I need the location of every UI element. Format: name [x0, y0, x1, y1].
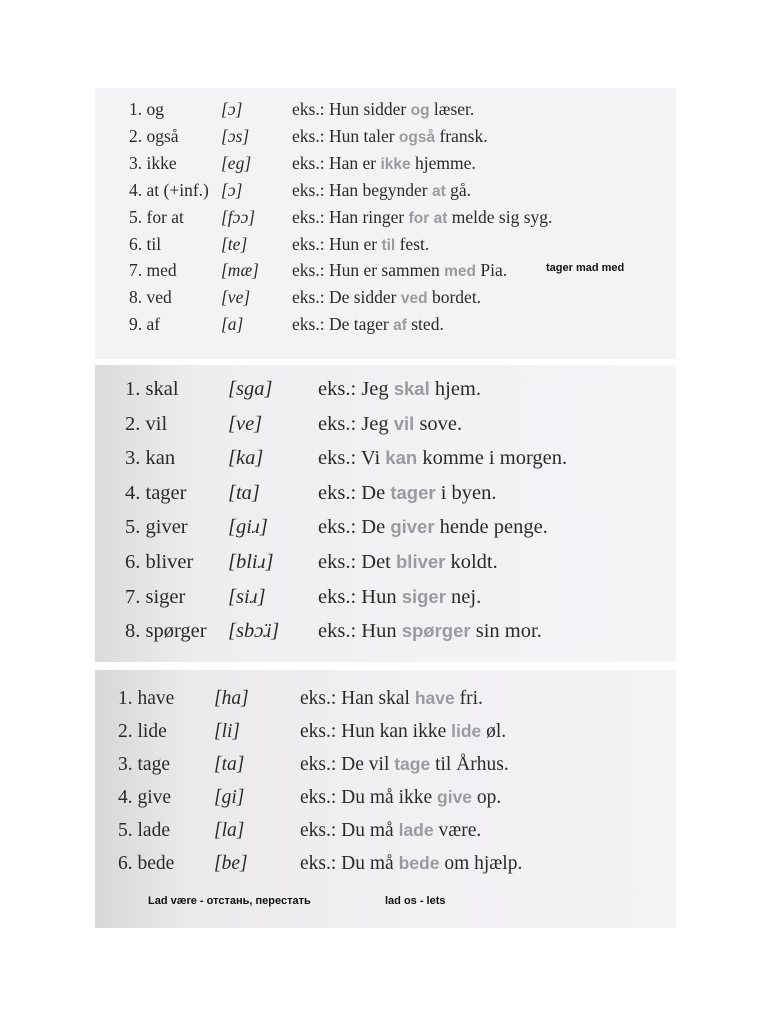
highlighted-word: bede [398, 853, 440, 873]
example-sentence [318, 551, 498, 574]
word-table-2 [95, 365, 676, 662]
highlighted-word: for at [408, 209, 448, 227]
pronunciation: [ha] [214, 688, 249, 709]
handnote-lad-vaere: Lad være - отстань, перестать [148, 895, 311, 907]
word-number: 3. ikke [129, 152, 177, 173]
table-row [95, 482, 676, 512]
table-row [95, 516, 676, 546]
pronunciation: [ɔ] [221, 99, 243, 119]
highlighted-word: med [444, 263, 476, 281]
example-text: eks.: Det [318, 551, 396, 573]
word-number: 5. for at [129, 206, 184, 227]
pronunciation: [fɔɔ] [221, 206, 256, 227]
word-number: 4. at (+inf.) [129, 179, 209, 200]
word-number: 6. bliver [125, 551, 194, 573]
word-number: 7. siger [125, 585, 186, 608]
table-row [95, 207, 676, 231]
example-text: eks.: Du må [300, 820, 399, 841]
example-text: eks.: Hun [318, 585, 402, 608]
table-row [95, 126, 676, 150]
highlighted-word: at [431, 182, 446, 200]
example-text: fest. [395, 233, 430, 254]
highlighted-word: have [414, 688, 455, 708]
word-number: 1. skal [125, 378, 179, 400]
word-number: 3. tage [118, 754, 170, 775]
table-row [95, 853, 676, 881]
example-text: eks.: Hun er sammen [292, 260, 445, 281]
example-sentence [292, 287, 481, 308]
pronunciation: [ɔs] [221, 125, 250, 146]
word-number: 4. give [118, 787, 172, 808]
table-row [95, 754, 676, 782]
table-row [95, 378, 676, 408]
highlighted-word: tage [394, 754, 431, 774]
highlighted-word: lide [451, 721, 482, 741]
pronunciation: [ka] [228, 447, 264, 470]
example-text: eks.: De vil [300, 754, 395, 775]
example-sentence [318, 482, 496, 505]
example-text: i byen. [435, 481, 497, 504]
example-sentence [292, 314, 444, 335]
highlighted-word: spørger [401, 620, 471, 642]
example-text: bordet. [427, 287, 482, 308]
word-number: 4. tager [125, 481, 187, 504]
word-number: 3. kan [125, 447, 176, 470]
table-row [95, 234, 676, 258]
example-text: hende penge. [434, 516, 548, 539]
word-number: 7. med [129, 260, 177, 281]
word-number: 2. lide [118, 721, 167, 742]
example-text: nej. [445, 585, 482, 608]
highlighted-word: ved [400, 290, 428, 308]
word-number: 1. have [118, 688, 175, 709]
pronunciation: [gi] [214, 787, 245, 808]
pronunciation: [la] [214, 820, 245, 841]
example-text: sove. [414, 412, 463, 435]
highlighted-word: lade [398, 820, 434, 840]
example-text: eks.: De sidder [292, 287, 401, 308]
highlighted-word: til [381, 236, 396, 254]
example-sentence [300, 688, 483, 710]
pronunciation: [sga] [228, 378, 273, 400]
example-text: eks.: Han er [292, 152, 381, 173]
example-text: op. [472, 787, 502, 808]
word-number: 1. og [129, 99, 164, 119]
example-text: være. [433, 820, 482, 841]
highlighted-word: tager [390, 481, 436, 503]
pronunciation: [mæ] [221, 260, 259, 281]
example-text: hjem. [429, 378, 481, 400]
example-sentence [292, 260, 507, 281]
word-table-3 [95, 670, 676, 928]
highlighted-word: ikke [380, 155, 411, 173]
pronunciation: [ta] [214, 754, 245, 775]
example-text: eks.: Han begynder [292, 179, 432, 200]
table-row [95, 447, 676, 477]
example-text: om hjælp. [439, 853, 523, 874]
example-text: eks.: Hun taler [292, 125, 399, 146]
highlighted-word: giver [390, 516, 435, 538]
pronunciation: [a] [221, 314, 244, 335]
table-row [95, 620, 676, 650]
table-row [95, 413, 676, 443]
example-text: eks.: Hun kan ikke [300, 721, 452, 742]
example-text: fransk. [435, 125, 488, 146]
word-number: 2. vil [125, 412, 168, 435]
table-row [95, 551, 676, 581]
table-row [95, 688, 676, 716]
example-text: sted. [406, 314, 444, 335]
highlighted-word: vil [393, 412, 415, 434]
pronunciation: [siɹ] [228, 585, 266, 608]
example-text: eks.: Du må ikke [300, 787, 438, 808]
example-text: melde sig syg. [447, 206, 553, 227]
table-row [95, 586, 676, 616]
word-number: 6. til [129, 233, 162, 254]
pronunciation: [bliɹ] [228, 551, 274, 573]
example-sentence [300, 853, 522, 875]
pronunciation: [ɔ] [221, 179, 243, 200]
example-text: eks.: Hun er [292, 233, 382, 254]
example-sentence [318, 447, 567, 470]
example-sentence [292, 180, 471, 201]
word-table-1 [95, 88, 676, 359]
example-text: fri. [454, 688, 483, 709]
pronunciation: [eg] [221, 152, 252, 173]
example-text: eks.: Han ringer [292, 206, 409, 227]
example-text: komme i morgen. [417, 447, 568, 470]
example-text: eks.: Han skal [300, 688, 415, 709]
example-text: eks.: Du må [300, 853, 399, 874]
pronunciation: [be] [214, 853, 248, 874]
example-text: læser. [429, 99, 475, 119]
example-text: eks.: Jeg [318, 378, 394, 400]
pronunciation: [tɑ] [228, 481, 260, 504]
example-text: til Århus. [430, 754, 509, 775]
example-text: gå. [445, 179, 472, 200]
example-text: eks.: Vi [318, 447, 386, 470]
word-number: 2. også [129, 125, 179, 146]
example-text: eks.: Hun sidder [292, 99, 411, 119]
example-sentence [300, 754, 509, 776]
example-text: hjemme. [410, 152, 476, 173]
word-number: 8. ved [129, 287, 172, 308]
word-number: 5. giver [125, 516, 188, 539]
pronunciation: [li] [214, 721, 241, 742]
pronunciation: [sbɔ̈ɹ] [228, 620, 280, 643]
example-text: eks.: De [318, 481, 391, 504]
word-number: 9. af [129, 314, 161, 335]
example-text: koldt. [445, 551, 498, 573]
example-sentence [292, 153, 476, 174]
table-row [95, 314, 676, 338]
example-text: eks.: Jeg [318, 412, 394, 435]
pronunciation: [ve] [221, 287, 251, 308]
highlighted-word: give [437, 787, 473, 807]
example-sentence [300, 787, 501, 809]
example-sentence [318, 516, 548, 539]
highlighted-word: bliver [396, 551, 446, 572]
word-number: 8. spørger [125, 620, 207, 643]
pronunciation: [te] [221, 233, 248, 254]
table-row [95, 99, 676, 123]
handnote-lad-os: lad os - lets [385, 895, 446, 907]
example-sentence [318, 586, 481, 609]
example-sentence [318, 413, 462, 436]
highlighted-word: skal [393, 378, 430, 399]
example-sentence [292, 99, 474, 120]
example-text: eks.: De tager [292, 314, 394, 335]
table-row [95, 180, 676, 204]
example-text: eks.: Hun [318, 620, 402, 643]
example-text: sin mor. [470, 620, 542, 643]
pronunciation: [giɹ] [228, 516, 268, 539]
highlighted-word: og [410, 102, 430, 119]
table-row [95, 287, 676, 311]
example-sentence [292, 126, 488, 147]
highlighted-word: kan [385, 447, 418, 469]
highlighted-word: også [398, 128, 436, 146]
table-row [95, 153, 676, 177]
example-text: Pia. [476, 260, 508, 281]
table-row [95, 787, 676, 815]
table-row [95, 820, 676, 848]
example-sentence [300, 820, 481, 842]
word-number: 6. bede [118, 853, 175, 874]
example-sentence [300, 721, 506, 743]
example-sentence [318, 378, 481, 401]
example-text: øl. [481, 721, 507, 742]
pronunciation: [ve] [228, 412, 263, 435]
highlighted-word: siger [401, 585, 446, 607]
highlighted-word: af [393, 317, 407, 335]
table-row [95, 721, 676, 749]
example-sentence [292, 207, 552, 228]
word-number: 5. lade [118, 820, 170, 841]
example-sentence [318, 620, 542, 643]
example-sentence [292, 234, 429, 255]
handnote-tager-mad-med: tager mad med [546, 262, 625, 274]
example-text: eks.: De [318, 516, 391, 539]
